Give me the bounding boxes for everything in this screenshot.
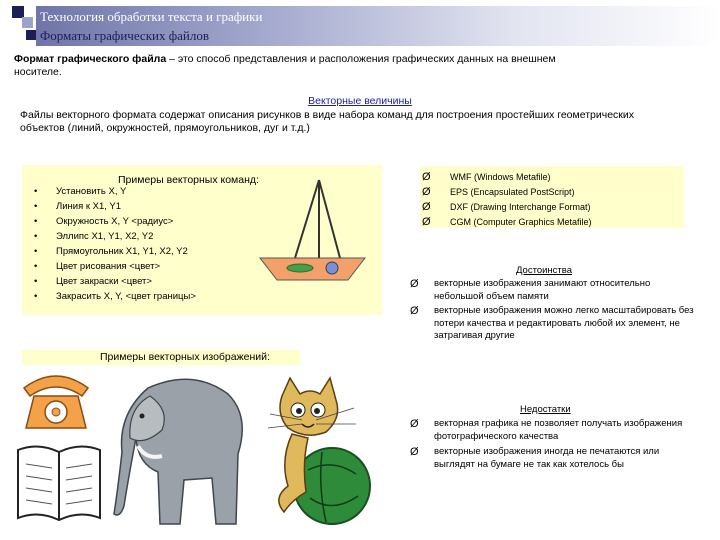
- arrow-bullet-icon: Ø: [410, 305, 419, 317]
- definition-term: Формат графического файла: [14, 53, 167, 65]
- page-subtitle: Форматы графических файлов: [40, 28, 209, 43]
- images-title-box: [22, 350, 300, 365]
- advantage-item: Ø векторные изображения можно легко масштабировать без потери качества и редактировать любой их элемент, не затрагивая другие: [410, 305, 694, 341]
- corner-square-light: [22, 17, 33, 28]
- bullet-icon: •: [34, 291, 38, 302]
- list-item: • Цвет закраски <цвет>: [34, 276, 152, 287]
- bullet-icon: •: [34, 231, 38, 242]
- definition-paragraph: [14, 53, 574, 79]
- boat-porthole: [326, 262, 338, 274]
- cat-with-ball-icon: [262, 374, 382, 528]
- list-item: • Установить X, Y: [34, 186, 127, 197]
- definition-text: – это способ представления и расположения графических данных на внешнем носителе.: [14, 53, 556, 78]
- telephone-icon: [20, 370, 92, 432]
- list-item: Ø WMF (Windows Metafile): [422, 171, 551, 183]
- page-title: Технология обработки текста и графики: [40, 9, 263, 24]
- bullet-icon: •: [34, 276, 38, 287]
- commands-title: Примеры векторных команд:: [118, 174, 259, 186]
- arrow-bullet-icon: Ø: [422, 201, 431, 213]
- list-item: • Эллипс X1, Y1, X2, Y2: [34, 231, 154, 242]
- boat-mast-line: [319, 180, 340, 258]
- advantages-title: Достоинства: [516, 265, 572, 276]
- commands-list: [34, 184, 196, 304]
- boat-mast-line: [295, 180, 319, 258]
- elephant-icon: [108, 368, 258, 530]
- boat-drawing: [255, 178, 370, 286]
- list-item: Ø DXF (Drawing Interchange Format): [422, 201, 591, 213]
- advantage-item: Ø векторные изображения занимают относительно небольшой объем памяти: [410, 278, 651, 302]
- list-item: • Линия к X1, Y1: [34, 201, 122, 212]
- arrow-bullet-icon: Ø: [410, 278, 419, 290]
- disadvantage-item: Ø векторные изображения иногда не печатаются или выглядят на бумаге не так как хотелось бы: [410, 446, 660, 470]
- bullet-icon: •: [34, 216, 38, 227]
- arrow-bullet-icon: Ø: [422, 171, 431, 183]
- formats-list: [422, 170, 592, 230]
- bullet-icon: •: [34, 246, 38, 257]
- list-item: Ø CGM (Computer Graphics Metafile): [422, 216, 592, 228]
- bullet-icon: •: [34, 201, 38, 212]
- arrow-bullet-icon: Ø: [422, 186, 431, 198]
- intro-paragraph: Файлы векторного формата содержат описания рисунков в виде набора команд для построения простейших геометрических объектов (линий, окружностей, прямоугольников, дуг и т.д.): [20, 109, 635, 134]
- boat-ellipse: [287, 264, 313, 272]
- arrow-bullet-icon: Ø: [410, 446, 419, 458]
- corner-square-dark: [26, 30, 36, 40]
- section-title: Векторные величины: [308, 95, 412, 107]
- arrow-bullet-icon: Ø: [422, 216, 431, 228]
- bullet-icon: •: [34, 186, 38, 197]
- list-item: • Прямоугольник X1, Y1, X2, Y2: [34, 246, 188, 257]
- disadvantages-title: Недостатки: [520, 404, 571, 415]
- bullet-icon: •: [34, 261, 38, 272]
- book-icon: [14, 440, 104, 526]
- arrow-bullet-icon: Ø: [410, 418, 419, 430]
- images-title: Примеры векторных изображений:: [100, 351, 270, 363]
- list-item: • Цвет рисования <цвет>: [34, 261, 161, 272]
- list-item: Ø EPS (Encapsulated PostScript): [422, 186, 575, 198]
- list-item: • Закрасить X, Y, <цвет границы>: [34, 291, 196, 302]
- disadvantage-item: Ø векторная графика не позволяет получать изображения фотографического качества: [410, 418, 683, 442]
- list-item: • Окружность X, Y <радиус>: [34, 216, 174, 227]
